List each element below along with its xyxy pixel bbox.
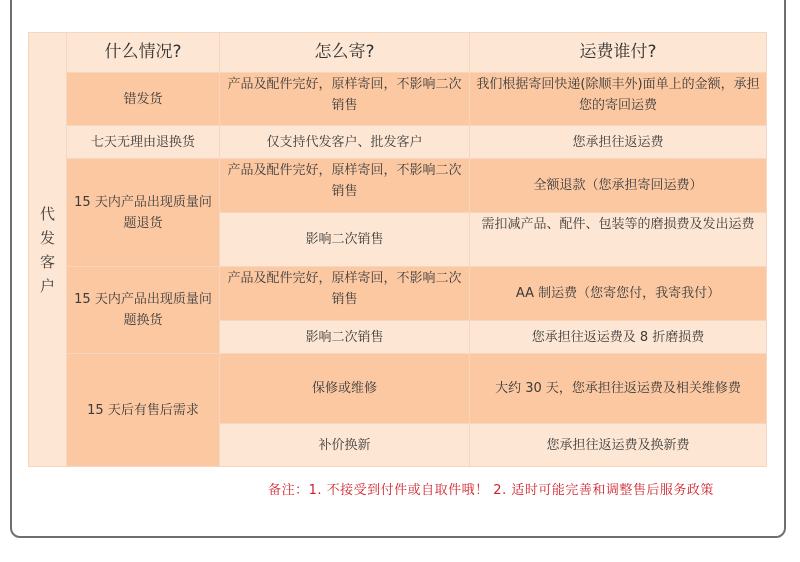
how-cell: 产品及配件完好，原样寄回，不影响二次销售 [220, 73, 470, 126]
who-pays-cell: 需扣减产品、配件、包装等的磨损费及发出运费 [470, 213, 767, 267]
who-pays-cell: 全额退款（您承担寄回运费） [470, 159, 767, 213]
who-pays-cell: 大约 30 天，您承担往返运费及相关维修费 [470, 354, 767, 424]
how-cell: 产品及配件完好，原样寄回，不影响二次销售 [220, 267, 470, 321]
how-cell: 产品及配件完好，原样寄回，不影响二次销售 [220, 159, 470, 213]
side-label: 代发客户 [39, 204, 55, 295]
who-pays-cell: 我们根据寄回快递(除顺丰外)面单上的金额，承担您的寄回运费 [470, 73, 767, 126]
situation-cell: 15 天内产品出现质量问题换货 [67, 267, 220, 354]
after-sales-policy-table [28, 32, 767, 467]
how-cell: 补价换新 [220, 424, 470, 467]
how-cell: 影响二次销售 [220, 321, 470, 354]
header-how-to-send: 怎么寄? [220, 33, 470, 73]
header-who-pays: 运费谁付? [470, 33, 767, 73]
situation-cell: 错发货 [67, 73, 220, 126]
header-row [29, 33, 767, 73]
who-pays-cell: 您承担往返运费及 8 折磨损费 [470, 321, 767, 354]
how-cell: 保修或维修 [220, 354, 470, 424]
situation-cell: 15 天内产品出现质量问题退货 [67, 159, 220, 267]
who-pays-cell: 您承担往返运费 [470, 126, 767, 159]
table-row [29, 267, 767, 321]
remark-note-row [0, 479, 800, 498]
who-pays-cell: AA 制运费（您寄您付，我寄我付） [470, 267, 767, 321]
how-cell: 仅支持代发客户、批发客户 [220, 126, 470, 159]
table-row [29, 126, 767, 159]
situation-cell: 15 天后有售后需求 [67, 354, 220, 467]
table-row [29, 73, 767, 126]
remark-note: 备注：1. 不接受到付件或自取件哦！ 2. 适时可能完善和调整售后服务政策 [268, 483, 714, 498]
how-cell: 影响二次销售 [220, 213, 470, 267]
side-label-cell [29, 33, 67, 467]
table-row [29, 354, 767, 424]
header-situation: 什么情况? [67, 33, 220, 73]
table-row [29, 159, 767, 213]
situation-cell: 七天无理由退换货 [67, 126, 220, 159]
who-pays-cell: 您承担往返运费及换新费 [470, 424, 767, 467]
